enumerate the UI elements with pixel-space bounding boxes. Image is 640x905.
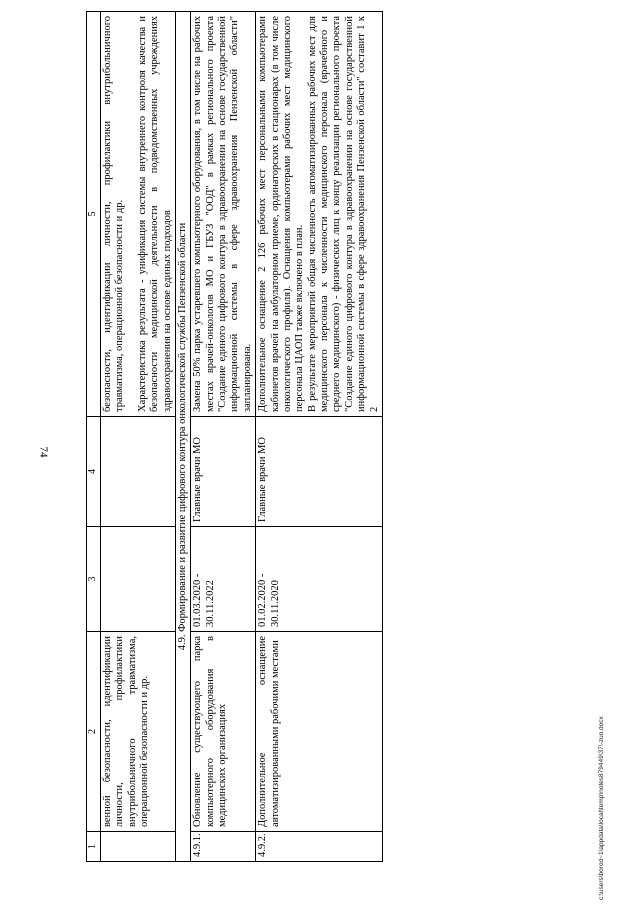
- cell-title: Дополнительное оснащение автоматизированными рабочими местами: [256, 632, 383, 832]
- section-row: [175, 12, 190, 862]
- result-paragraph-1: Дополнительное оснащение 2 126 рабочих мест персональными компьютерами кабинетов врачей на амбулаторном приеме, ординаторских в стационарах (в том числе онкологического профиля). Оснащения компьютерами рабочих мест медицинского персонала ЦАОП также включено в план.: [257, 16, 306, 412]
- cell-result: [101, 12, 176, 417]
- cell-dates: 01.03.2020 - 30.11.2022: [191, 527, 256, 632]
- cell-responsible: Главные врачи МО: [191, 417, 256, 527]
- cell-num: 4.9.1.: [191, 832, 256, 862]
- result-paragraph-2: Характеристика результата - унификация системы внутреннего контроля качества и безопасности медицинской деятельности в подведомственных учреждениях здравоохранения на основе единых подходов: [136, 16, 173, 412]
- table-row: [256, 12, 383, 862]
- header-col-2: 2: [87, 632, 101, 832]
- header-col-4: 4: [87, 417, 101, 527]
- page-number: 74: [37, 446, 50, 458]
- cell-result: Замена 50% парка устаревшего компьютерного оборудования, в том числе на рабочих местах врачей-онкологов МО и ГБУЗ "ООД" в рамках регионального проекта "Создание единого цифрового контура в здравоохранении на основе государственной информационной системы в сфере здравоохранения Пензенской области" запланирована.: [191, 12, 256, 417]
- table-header-row: [87, 12, 101, 862]
- cell-num: 4.9.2.: [256, 832, 383, 862]
- header-col-1: 1: [87, 832, 101, 862]
- cell-title: венной безопасности, идентификации личности, профилактики внутрибольничного травматизма, операционной безопасности и др.: [101, 632, 176, 832]
- table-row-continuation: [101, 12, 176, 862]
- header-col-3: 3: [87, 527, 101, 632]
- result-paragraph-1: безопасности, идентификации личности, профилактики внутрибольничного травматизма, операционной безопасности и др.: [102, 16, 126, 412]
- rotated-page: [86, 12, 586, 862]
- footer-file-path: c:\users\borod~1\appdata\local\temp\notes879449\37\-zuo.docx: [598, 716, 605, 900]
- cell-dates: 01.02.2020 - 30.11.2020: [256, 527, 383, 632]
- cell-responsible: Главные врачи МО: [256, 417, 383, 527]
- cell-title: Обновление существующего парка компьютерного оборудования в медицинских организациях: [191, 632, 256, 832]
- table-row: [191, 12, 256, 862]
- cell-num: [101, 832, 176, 862]
- section-title: 4.9. Формирование и развитие цифрового контура онкологической службы Пензенской области: [175, 12, 190, 862]
- cell-responsible: [101, 417, 176, 527]
- plan-table: [86, 11, 383, 862]
- cell-result: [256, 12, 383, 417]
- result-paragraph-2: В результате мероприятий общая численность автоматизированных рабочих мест для медицинского персонала к численности медицинского персонала (врачебного и среднего медицинского) - физических лиц к концу реализации регионального проекта "Создание единого цифрового контура в здравоохранении на основе государственной информационной системы в сфере здравоохранения Пензенской области" составит 1 к 2: [306, 16, 380, 412]
- header-col-5: 5: [87, 12, 101, 417]
- cell-dates: [101, 527, 176, 632]
